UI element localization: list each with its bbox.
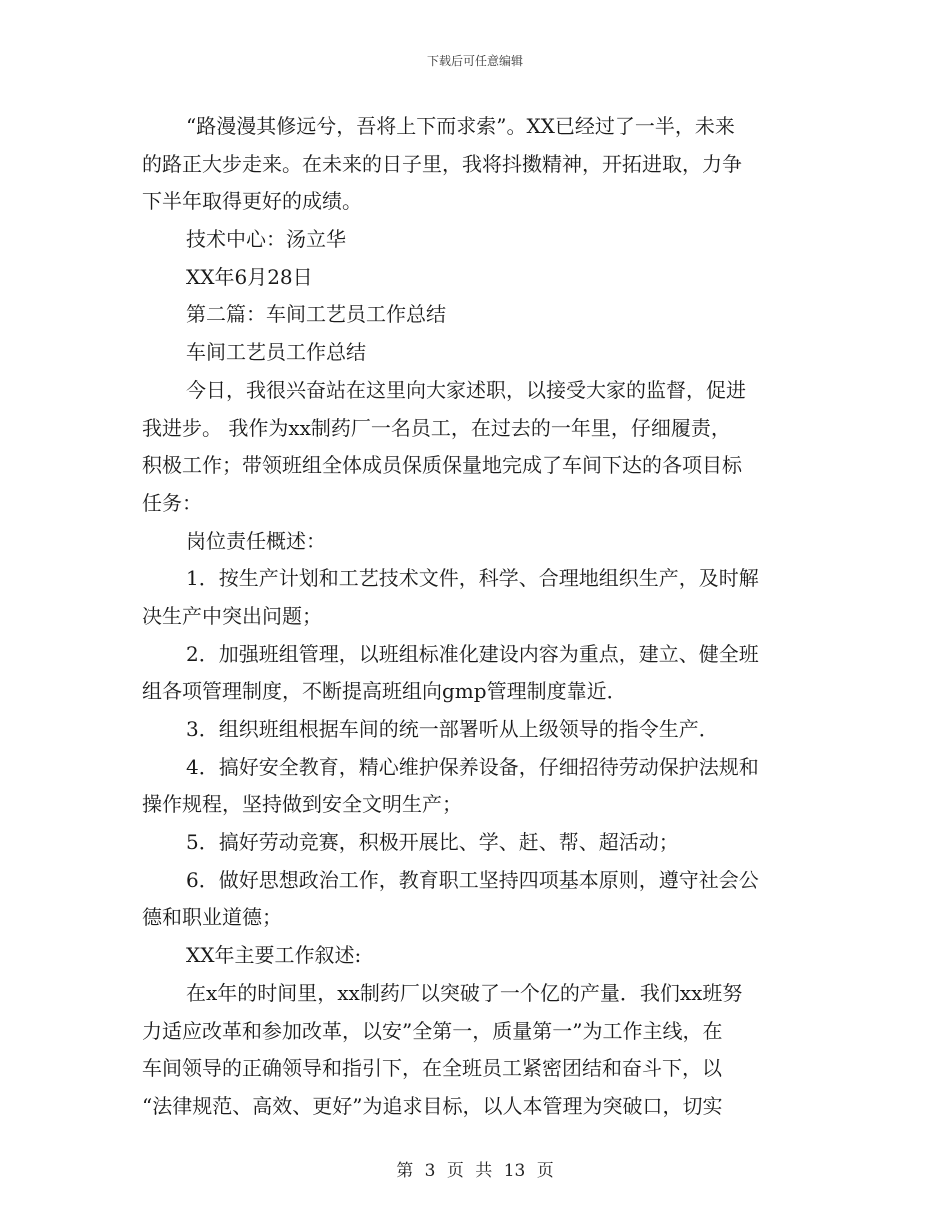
text-line: 5．搞好劳动竞赛，积极开展比、学、赶、帮、超活动；: [186, 830, 679, 855]
text-line: “法律规范、高效、更好”为追求目标，以人本管理为突破口，切实: [142, 1093, 723, 1118]
text-line: 1．按生产计划和工艺技术文件，科学、合理地组织生产，及时解: [186, 566, 759, 591]
text-line: 德和职业道德；: [142, 905, 282, 930]
text-line: XX年6月28日: [186, 264, 313, 289]
text-line: 在x年的时间里，xx制药厂以突破了一个亿的产量．我们xx班努: [186, 980, 743, 1005]
text-line: 的路正大步走来。在未来的日子里，我将抖擞精神，开拓进取，力争: [142, 151, 742, 176]
text-line: 岗位责任概述：: [186, 528, 326, 553]
text-line: 技术中心：汤立华: [186, 227, 346, 252]
text-line: 力适应改革和参加改革，以安”全第一，质量第一”为工作主线，在: [142, 1018, 723, 1043]
text-line: 第二篇：车间工艺员工作总结: [186, 302, 446, 327]
text-line: 决生产中突出问题；: [142, 603, 322, 628]
text-line: 3．组织班组根据车间的统一部署听从上级领导的指令生产．: [186, 717, 719, 741]
text-line: 操作规程，坚持做到安全文明生产；: [142, 792, 462, 817]
text-line: 2．加强班组管理，以班组标准化建设内容为重点，建立、健全班: [186, 641, 759, 666]
text-line: 今日，我很兴奋站在这里向大家述职，以接受大家的监督，促进: [186, 377, 746, 402]
text-line: 积极工作；带领班组全体成员保质保量地完成了车间下达的各项目标: [142, 453, 742, 478]
text-line: 我进步。 我作为xx制药厂一名员工，在过去的一年里，仔细履责，: [142, 415, 731, 440]
text-line: “路漫漫其修远兮，吾将上下而求索”。XX已经过了一半，未来: [186, 114, 735, 138]
text-line: 4．搞好安全教育，精心维护保养设备，仔细招待劳动保护法规和: [186, 754, 759, 779]
text-line: 组各项管理制度，不断提高班组向gmp管理制度靠近．: [142, 679, 627, 704]
text-line: 车间领导的正确领导和指引下，在全班员工紧密团结和奋斗下，以: [142, 1056, 722, 1081]
text-line: 6．做好思想政治工作，教育职工坚持四项基本原则，遵守社会公: [186, 867, 759, 892]
text-line: 车间工艺员工作总结: [186, 340, 366, 365]
text-line: XX年主要工作叙述:: [186, 943, 362, 968]
page-header: 下载后可任意编辑: [426, 54, 523, 68]
text-line: 任务：: [142, 490, 202, 515]
text-line: 下半年取得更好的成绩。: [142, 189, 362, 214]
page-footer: 第 3 页 共 13 页: [396, 1161, 554, 1181]
document-body: [142, 108, 812, 1126]
